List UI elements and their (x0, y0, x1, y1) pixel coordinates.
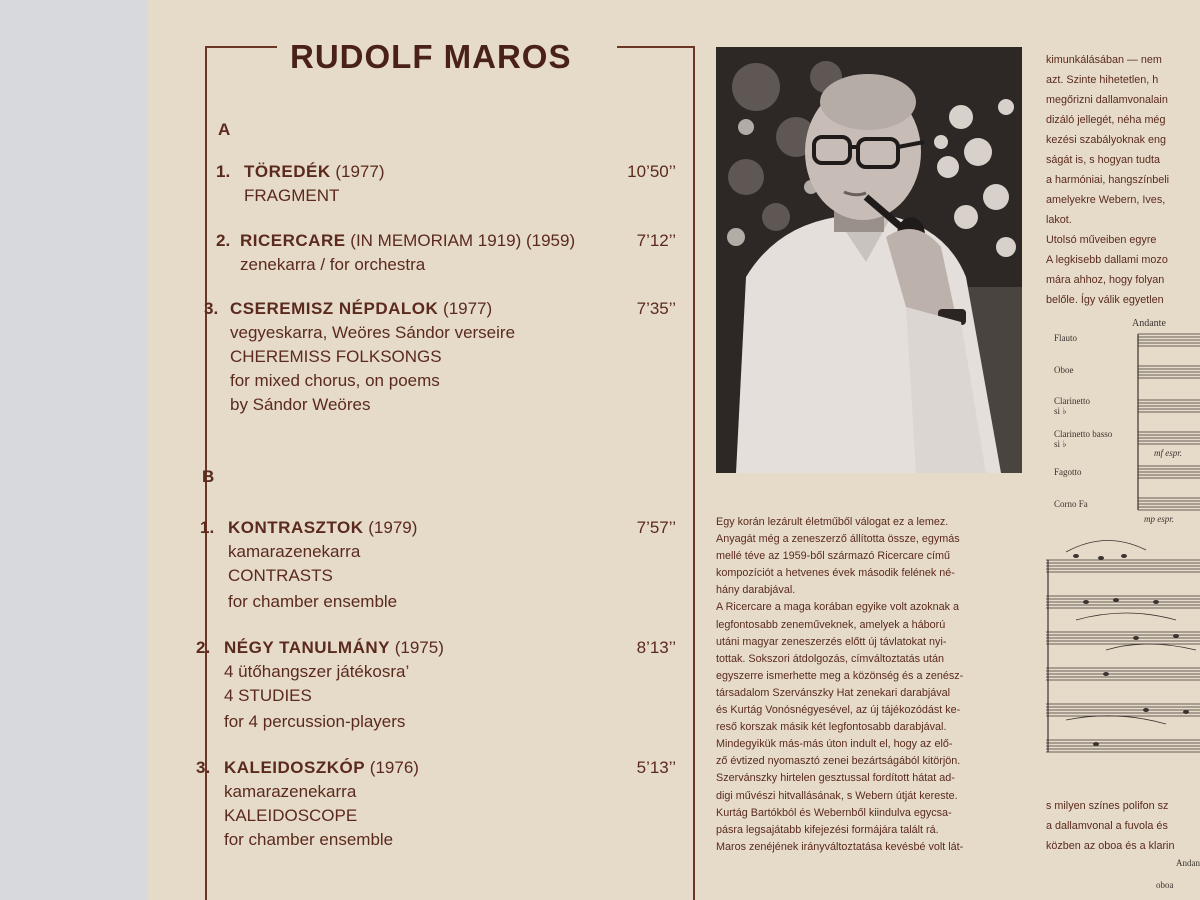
track-year: (1977) (335, 162, 385, 181)
score-tempo: Andante (1132, 318, 1166, 329)
track-title: KALEIDOSZKÓP (224, 758, 366, 777)
track-number: 1. (216, 162, 231, 181)
record-sleeve (148, 0, 1200, 900)
prose-line: Kurtág Bartókból és Webernből kiindulva egycsa- (716, 806, 952, 819)
right-column-text-lower (1046, 796, 1200, 856)
score-instrument: Flauto (1054, 333, 1078, 343)
prose-line: és Kurtág Vonósnégyesével, az új tájékozódást ke- (716, 704, 961, 717)
track-number: 2. (216, 231, 231, 250)
liner-notes (716, 514, 1022, 856)
track-subtitle: for chamber ensemble (228, 592, 398, 611)
track-duration: 7’57’’ (636, 518, 676, 537)
prose-line: tottak. Sokszori átdolgozás, címváltoztatás után (716, 652, 945, 665)
right-line: belőle. Így válik egyetlen (1046, 294, 1164, 306)
side-b-label: B (202, 467, 215, 486)
right-line: a dallamvonal a fuvola és (1046, 820, 1168, 832)
right-line: ságát is, s hogyan tudta (1046, 154, 1161, 166)
score-staves (1046, 320, 1200, 780)
score-instrument: Clarinetto basso (1054, 429, 1113, 439)
prose-line: Anyagát még a zeneszerző állította össze, egymás (716, 533, 960, 546)
track-number: 1. (200, 518, 215, 537)
score-instrument: Clarinetto (1054, 396, 1090, 406)
track-duration: 5’13’’ (636, 758, 676, 777)
track-number: 2. (196, 638, 211, 657)
track-title: CSEREMISZ NÉPDALOK (230, 299, 439, 318)
right-line: A legkisebb dallami mozo (1046, 254, 1168, 266)
score-instrument: Fagotto (1054, 467, 1082, 477)
track-year: (1976) (369, 758, 419, 777)
track-duration: 7’12’’ (636, 231, 676, 250)
right-line: megőrizni dallamvonalain (1046, 94, 1168, 106)
right-line: s milyen színes polifon sz (1046, 800, 1169, 812)
track-subtitle: FRAGMENT (244, 186, 340, 205)
track-title-line (228, 516, 417, 540)
prose-line: utáni magyar zeneszerzés előtt új távlatokat nyi- (716, 635, 947, 648)
prose-line: digi művészi hitvallásának, s Webern útját kereste. (716, 789, 958, 802)
prose-line: egyszerre ismerhette meg a közönség és a zenész- (716, 669, 964, 682)
track-subtitle: kamarazenekarra (224, 782, 357, 801)
track-duration: 10’50’’ (627, 162, 676, 181)
track-subtitle: kamarazenekarra (228, 542, 361, 561)
track-title: NÉGY TANULMÁNY (224, 638, 390, 657)
side-a-label: A (218, 120, 231, 139)
score-instrument-key: si ♭ (1054, 439, 1067, 449)
track-number: 3. (204, 299, 219, 318)
right-line: közben az oboa és a klarin (1046, 840, 1175, 852)
prose-line: ző évtized nyomasztó zenei bezártságából kitörjön. (716, 755, 961, 768)
score-dynamic: mp espr. (1144, 514, 1175, 524)
track-duration: 8’13’’ (636, 638, 676, 657)
score-instrument-key: si ♭ (1054, 406, 1067, 416)
track-subtitle: 4 STUDIES (224, 686, 312, 705)
track-year: (1977) (443, 299, 493, 318)
prose-line: Egy korán lezárult életműből válogat ez a lemez. (716, 516, 949, 528)
right-column-text (1046, 50, 1200, 310)
composer-title: RUDOLF MAROS (290, 38, 572, 75)
track-subtitle: KALEIDOSCOPE (224, 806, 358, 825)
frame-top-right (617, 46, 695, 48)
track-title-line (244, 160, 385, 184)
track-subtitle: for 4 percussion-players (224, 712, 406, 731)
track-title-line (240, 229, 575, 253)
right-line: lakot. (1046, 214, 1072, 226)
right-line: kimunkálásában — nem (1046, 54, 1162, 66)
track-subtitle: vegyeskarra, Weöres Sándor verseire (230, 323, 516, 342)
prose-line: hány darabjával. (716, 584, 796, 597)
music-score-excerpt (1046, 320, 1200, 780)
right-line: a harmóniai, hangszínbeli (1046, 174, 1170, 186)
track-title: RICERCARE (240, 231, 346, 250)
right-line: mára ahhoz, hogy folyan (1046, 274, 1165, 286)
prose-line: kompozíciót a hetvenes évek második felének né- (716, 567, 955, 580)
score-instrument: Corno Fa (1054, 499, 1088, 509)
track-title: KONTRASZTOK (228, 518, 364, 537)
track-subtitle: 4 ütőhangszer játékosra’ (224, 662, 410, 681)
right-line: dizáló jellegét, néha még (1046, 114, 1166, 126)
frame-top-left (205, 46, 277, 48)
prose-line: mellé téve az 1959-ből származó Ricercare című (716, 550, 951, 563)
composer-portrait (716, 47, 1022, 473)
track-year: (1975) (394, 638, 444, 657)
right-line: azt. Szinte hihetetlen, h (1046, 74, 1159, 86)
track-number: 3. (196, 758, 211, 777)
right-line: amelyekre Webern, Ives, (1046, 194, 1166, 206)
track-duration: 7’35’’ (636, 299, 676, 318)
prose-line: pásra legsajátabb kifejezési formájára talált rá. (716, 823, 939, 836)
track-title-line (224, 756, 419, 780)
track-subtitle: for chamber ensemble (224, 830, 394, 849)
track-subtitle: CHEREMISS FOLKSONGS (230, 347, 442, 366)
portrait-illustration (716, 47, 1022, 473)
track-year: (1979) (368, 518, 418, 537)
right-line: kezési szabályoknak eng (1046, 134, 1167, 146)
track-subtitle: by Sándor Weöres (230, 395, 371, 414)
score-instrument: Oboe (1054, 365, 1074, 375)
track-subtitle: CONTRASTS (228, 566, 333, 585)
prose-line: reső korszak másik két legfontosabb darabjával. (716, 721, 947, 734)
track-title: TÖREDÉK (244, 162, 331, 181)
liner-notes-text (716, 514, 1022, 856)
track-year: (IN MEMORIAM 1919) (1959) (350, 231, 576, 250)
score-tempo-lower: Andan (1176, 858, 1200, 868)
track-subtitle: for mixed chorus, on poems (230, 371, 440, 390)
prose-line: Maros zenéjének irányváltoztatása kevésbé volt lát- (716, 840, 964, 853)
prose-line: társadalom Szervánszky Hat zenekari darabjával (716, 686, 951, 699)
track-title-line (230, 297, 492, 321)
prose-line: A Ricercare a maga korában egyike volt azoknak a (716, 601, 960, 614)
right-line: Utolsó műveiben egyre (1046, 234, 1157, 246)
prose-line: Mindegyikük más-más úton indult el, hogy az elő- (716, 738, 953, 751)
track-subtitle: zenekarra / for orchestra (240, 255, 426, 274)
score-dynamic: mf espr. (1154, 448, 1183, 458)
prose-line: legfontosabb zeneműveknek, amelyek a háború (716, 618, 946, 631)
prose-line: Szervánszky hirtelen gesztussal fordított hátat ad- (716, 772, 955, 785)
track-title-line (224, 636, 444, 660)
score-instrument-lower: oboa (1156, 880, 1174, 890)
